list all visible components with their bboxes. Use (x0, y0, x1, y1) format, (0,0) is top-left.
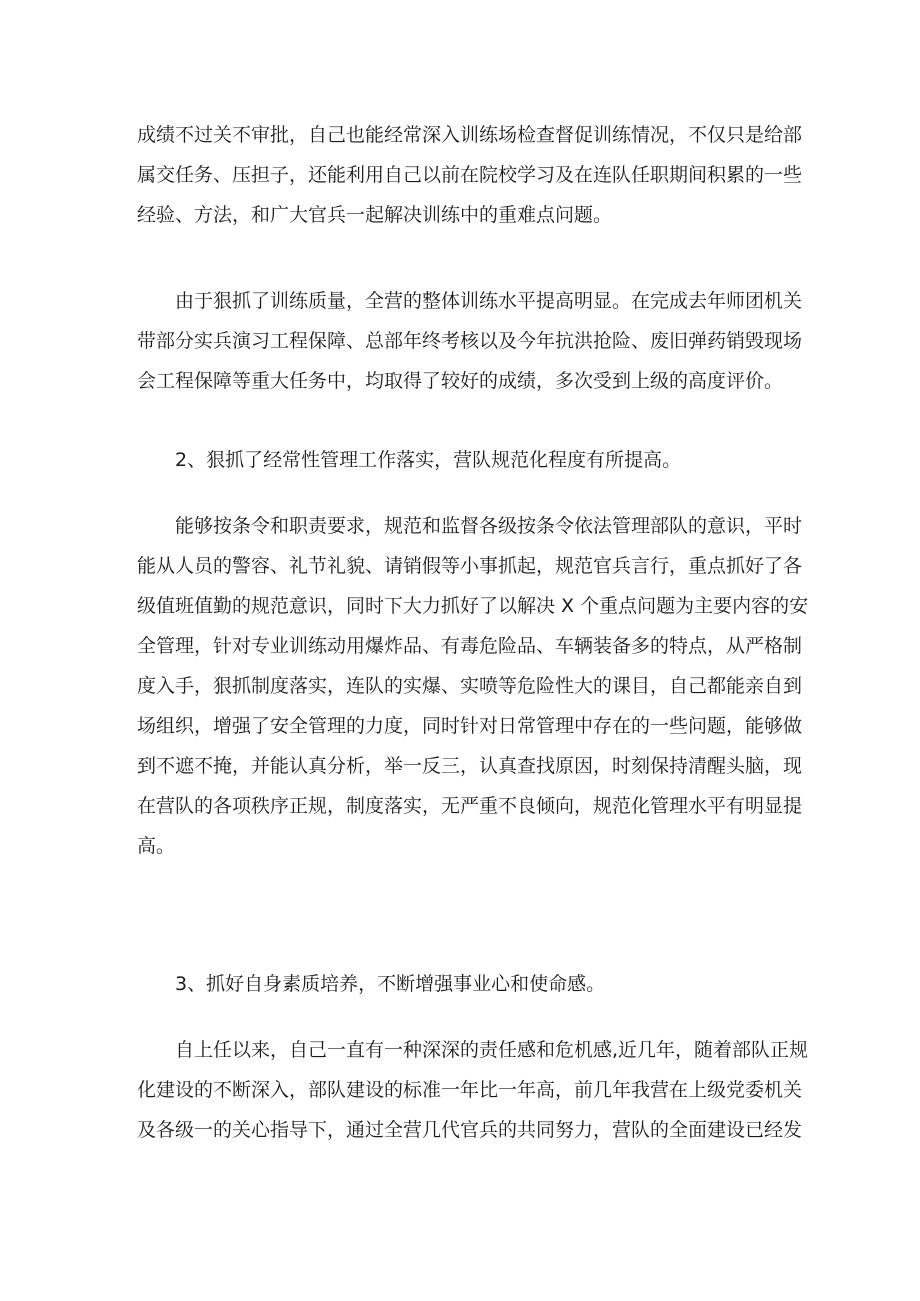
text-line: 能够按条令和职责要求，规范和监督各级按条令依法管理部队的意识，平时 (175, 515, 803, 537)
paragraph-responsibility (137, 1030, 809, 1150)
paragraph-training-results (137, 281, 803, 401)
text-line: 自上任以来，自己一直有一种深深的责任感和危机感,近几年，随着部队正规 (175, 1039, 809, 1061)
section-heading-management (137, 440, 787, 480)
text-line: 化建设的不断深入，部队建设的标准一年比一年高，前几年我营在上级党委机关 (137, 1079, 803, 1101)
text-line: 经验、方法，和广大官兵一起解决训练中的重难点问题。 (137, 204, 613, 226)
text-line: 3、抓好自身素质培养，不断增强事业心和使命感。 (175, 973, 606, 995)
paragraph-management-details (137, 506, 809, 866)
text-line: 由于狠抓了训练质量，全营的整体训练水平提高明显。在完成去年师团机关 (175, 290, 803, 312)
text-line: 到不遮不掩，并能认真分析，举一反三，认真查找原因，时刻保持清醒头脑，现 (137, 755, 803, 777)
text-line: 成绩不过关不审批，自己也能经常深入训练场检查督促训练情况，不仅只是给部 (137, 124, 803, 146)
text-line: 及各级一的关心指导下，通过全营几代官兵的共同努力，营队的全面建设已经发 (137, 1119, 803, 1141)
paragraph-training-approval (137, 115, 803, 235)
text-line: 级值班值勤的规范意识，同时下大力抓好了以解决 X 个重点问题为主要内容的安 (137, 595, 809, 617)
text-line: 在营队的各项秩序正规，制度落实，无严重不良倾向，规范化管理水平有明显提 (137, 795, 803, 817)
text-line: 能从人员的警容、礼节礼貌、请销假等小事抓起，规范官兵言行，重点抓好了各 (137, 555, 803, 577)
section-heading-self-improvement (137, 964, 787, 1004)
text-line: 属交任务、压担子，还能利用自己以前在院校学习及在连队任职期间积累的一些 (137, 164, 803, 186)
text-line: 场组织，增强了安全管理的力度，同时针对日常管理中存在的一些问题，能够做 (137, 715, 803, 737)
text-line: 会工程保障等重大任务中，均取得了较好的成绩，多次受到上级的高度评价。 (137, 370, 784, 392)
text-line: 度入手，狠抓制度落实，连队的实爆、实喷等危险性大的课目，自己都能亲自到 (137, 675, 803, 697)
text-line: 全管理，针对专业训练动用爆炸品、有毒危险品、车辆装备多的特点，从严格制 (137, 635, 803, 657)
text-line: 2、狠抓了经常性管理工作落实，营队规范化程度有所提高。 (175, 449, 682, 471)
text-line: 高。 (137, 835, 176, 857)
text-line: 带部分实兵演习工程保障、总部年终考核以及今年抗洪抢险、废旧弹药销毁现场 (137, 330, 803, 352)
